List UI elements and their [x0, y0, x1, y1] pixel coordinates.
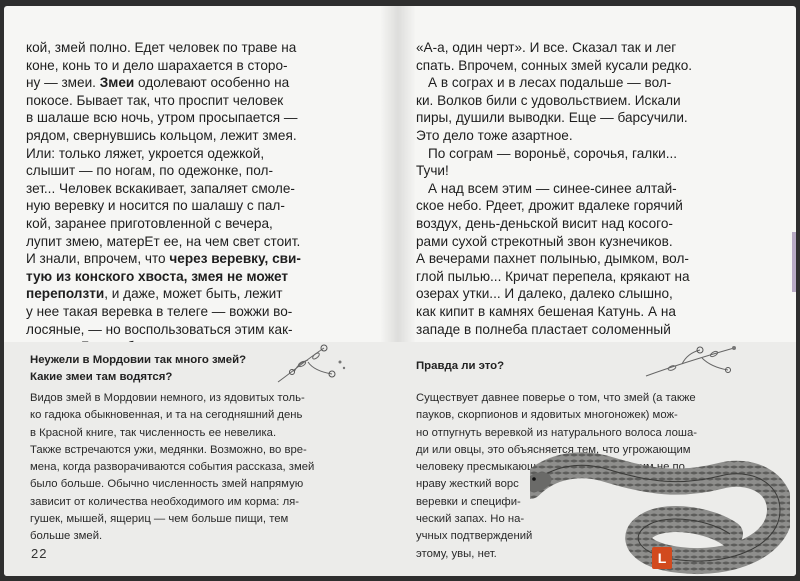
page-number: 22 — [31, 546, 48, 561]
text-line: покосе. Бывает так, что проспит человек — [26, 92, 284, 108]
answer-line: но отпугнуть веревкой из натурального волоса лоша- — [416, 426, 698, 439]
answer-line: учных подтверждений — [416, 530, 533, 543]
text-line: переползти, и даже, может быть, лежит — [26, 286, 283, 302]
text-line: лупит змею, матерЕт ее, на чем свет стоит. — [26, 233, 301, 249]
answer-line: Также встречаются ужи, медянки. Возможно, во вре- — [30, 443, 307, 456]
answer-line: ди или овцы, это объясняется тем, что угрожающим — [416, 443, 691, 456]
text-line: рядом, свернувшись кольцом, лежит змея. — [26, 127, 297, 143]
answer-line: мена, когда разворачиваются события рассказа, змей — [30, 461, 315, 474]
text-line: в шалаше всю ночь, утром просыпается — — [26, 110, 298, 126]
text-line: кой, змей полно. Едет человек по траве на — [26, 40, 297, 55]
box-question — [30, 352, 330, 386]
text-line: рами сухой стрекотный звон кузнечиков. — [416, 233, 673, 249]
text-line: А вечерами пахнет полынью, дымком, вол- — [416, 251, 689, 267]
edge-mark — [792, 232, 796, 292]
answer-line: Существует давнее поверье о том, что змей (а также — [416, 392, 696, 404]
bold-phrase: тую из конского хвоста, змея не может — [26, 268, 289, 284]
text-line: ки. Волков били с удовольствием. Искали — [416, 92, 681, 108]
box-answer — [30, 390, 370, 546]
bold-term: Змеи — [99, 75, 135, 91]
text-line: Или: только ляжет, укроется одежкой, — [26, 145, 265, 161]
text-line: слышит — по ногам, по одежонке, пол- — [26, 163, 274, 179]
answer-line: гушек, мышей, ящериц — чем больше пищи, тем — [30, 513, 289, 526]
text-line — [26, 268, 368, 286]
text-line: спать. Впрочем, сонных змей кусали редко. — [416, 57, 693, 73]
text-line: западе в полнеба пластает соломенный — [416, 321, 671, 337]
text-line: И знали, впрочем, что через веревку, сви- — [26, 251, 301, 267]
text-line: кой, заранее приготовленной с вечера, — [26, 215, 273, 231]
left-main-text — [26, 39, 368, 356]
bold-phrase: переползти — [26, 286, 105, 302]
text-line: По сограм — вороньё, сорочья, галки... — [428, 145, 678, 161]
answer-line: больше змей. — [30, 530, 103, 543]
publisher-corner-mark: L — [652, 547, 672, 569]
question-line: Правда ли это? — [416, 360, 505, 372]
text-line: озерах утки... И далеко, далеко слышно, — [416, 286, 673, 302]
text-line: лосяные, — но воспользоваться этим как- — [26, 321, 293, 337]
text-line: Это дело тоже азартное. — [416, 127, 573, 143]
question-line: Неужели в Мордовии так много змей? — [30, 354, 247, 366]
right-page — [398, 6, 796, 576]
answer-line: человеку пресмыкающимся и членистоногим не по — [416, 461, 685, 474]
text-line: А в сограх и в лесах подальше — вол- — [428, 75, 672, 91]
question-line: Какие змеи там водятся? — [30, 371, 173, 383]
answer-line: веревки и специфи- — [416, 495, 521, 508]
box-question — [416, 358, 716, 375]
text-line: зет... Человек вскакивает, запаляет смоле- — [26, 180, 295, 196]
text-line: глой пылью... Кричат перепела, крякают на — [416, 268, 690, 284]
text-line: пиры, душили выводки. Еще — барсучили. — [416, 110, 688, 126]
text-line: Тучи! — [416, 163, 449, 179]
text-line: А над всем этим — синее-синее алтай- — [428, 180, 677, 196]
answer-line: пауков, скорпионов и ядовитых многоножек) мож- — [416, 409, 678, 422]
answer-line: в Красной книге, так численность ее невелика. — [30, 426, 277, 439]
text-line: как кипит в камнях бешеная Катунь. А на — [416, 303, 676, 319]
answer-line: этому, увы, нет. — [416, 547, 497, 560]
text-line: у нее такая веревка в телеге — вожжи во- — [26, 303, 293, 319]
answer-line: было больше. Обычно численность змей напрямую — [30, 478, 304, 491]
answer-line: ческий запах. Но на- — [416, 513, 525, 526]
text-line: коне, конь то и дело шарахается в сторо- — [26, 57, 288, 73]
bold-phrase: через веревку, сви- — [169, 251, 301, 267]
left-page — [4, 6, 398, 576]
answer-line: Видов змей в Мордовии немного, из ядовитых толь- — [30, 392, 305, 404]
text-line: ское небо. Рдеет, дрожит вдалеке горячий — [416, 198, 683, 214]
text-line: воздух, день-деньской висит над косого- — [416, 215, 673, 231]
text-line: ну — змеи. Змеи одолевают особенно на — [26, 75, 290, 91]
answer-line: ко гадюка обыкновенная, и та на сегодняшний день — [30, 409, 303, 422]
answer-line: зависит от количества необходимого им корма: ля- — [30, 495, 300, 508]
text-line: «А-а, один черт». И все. Сказал так и лег — [416, 40, 677, 55]
answer-line: нраву жесткий ворс — [416, 478, 519, 491]
right-main-text — [416, 39, 768, 356]
text-line: ную веревку и носится по шалашу с пал- — [26, 198, 285, 214]
